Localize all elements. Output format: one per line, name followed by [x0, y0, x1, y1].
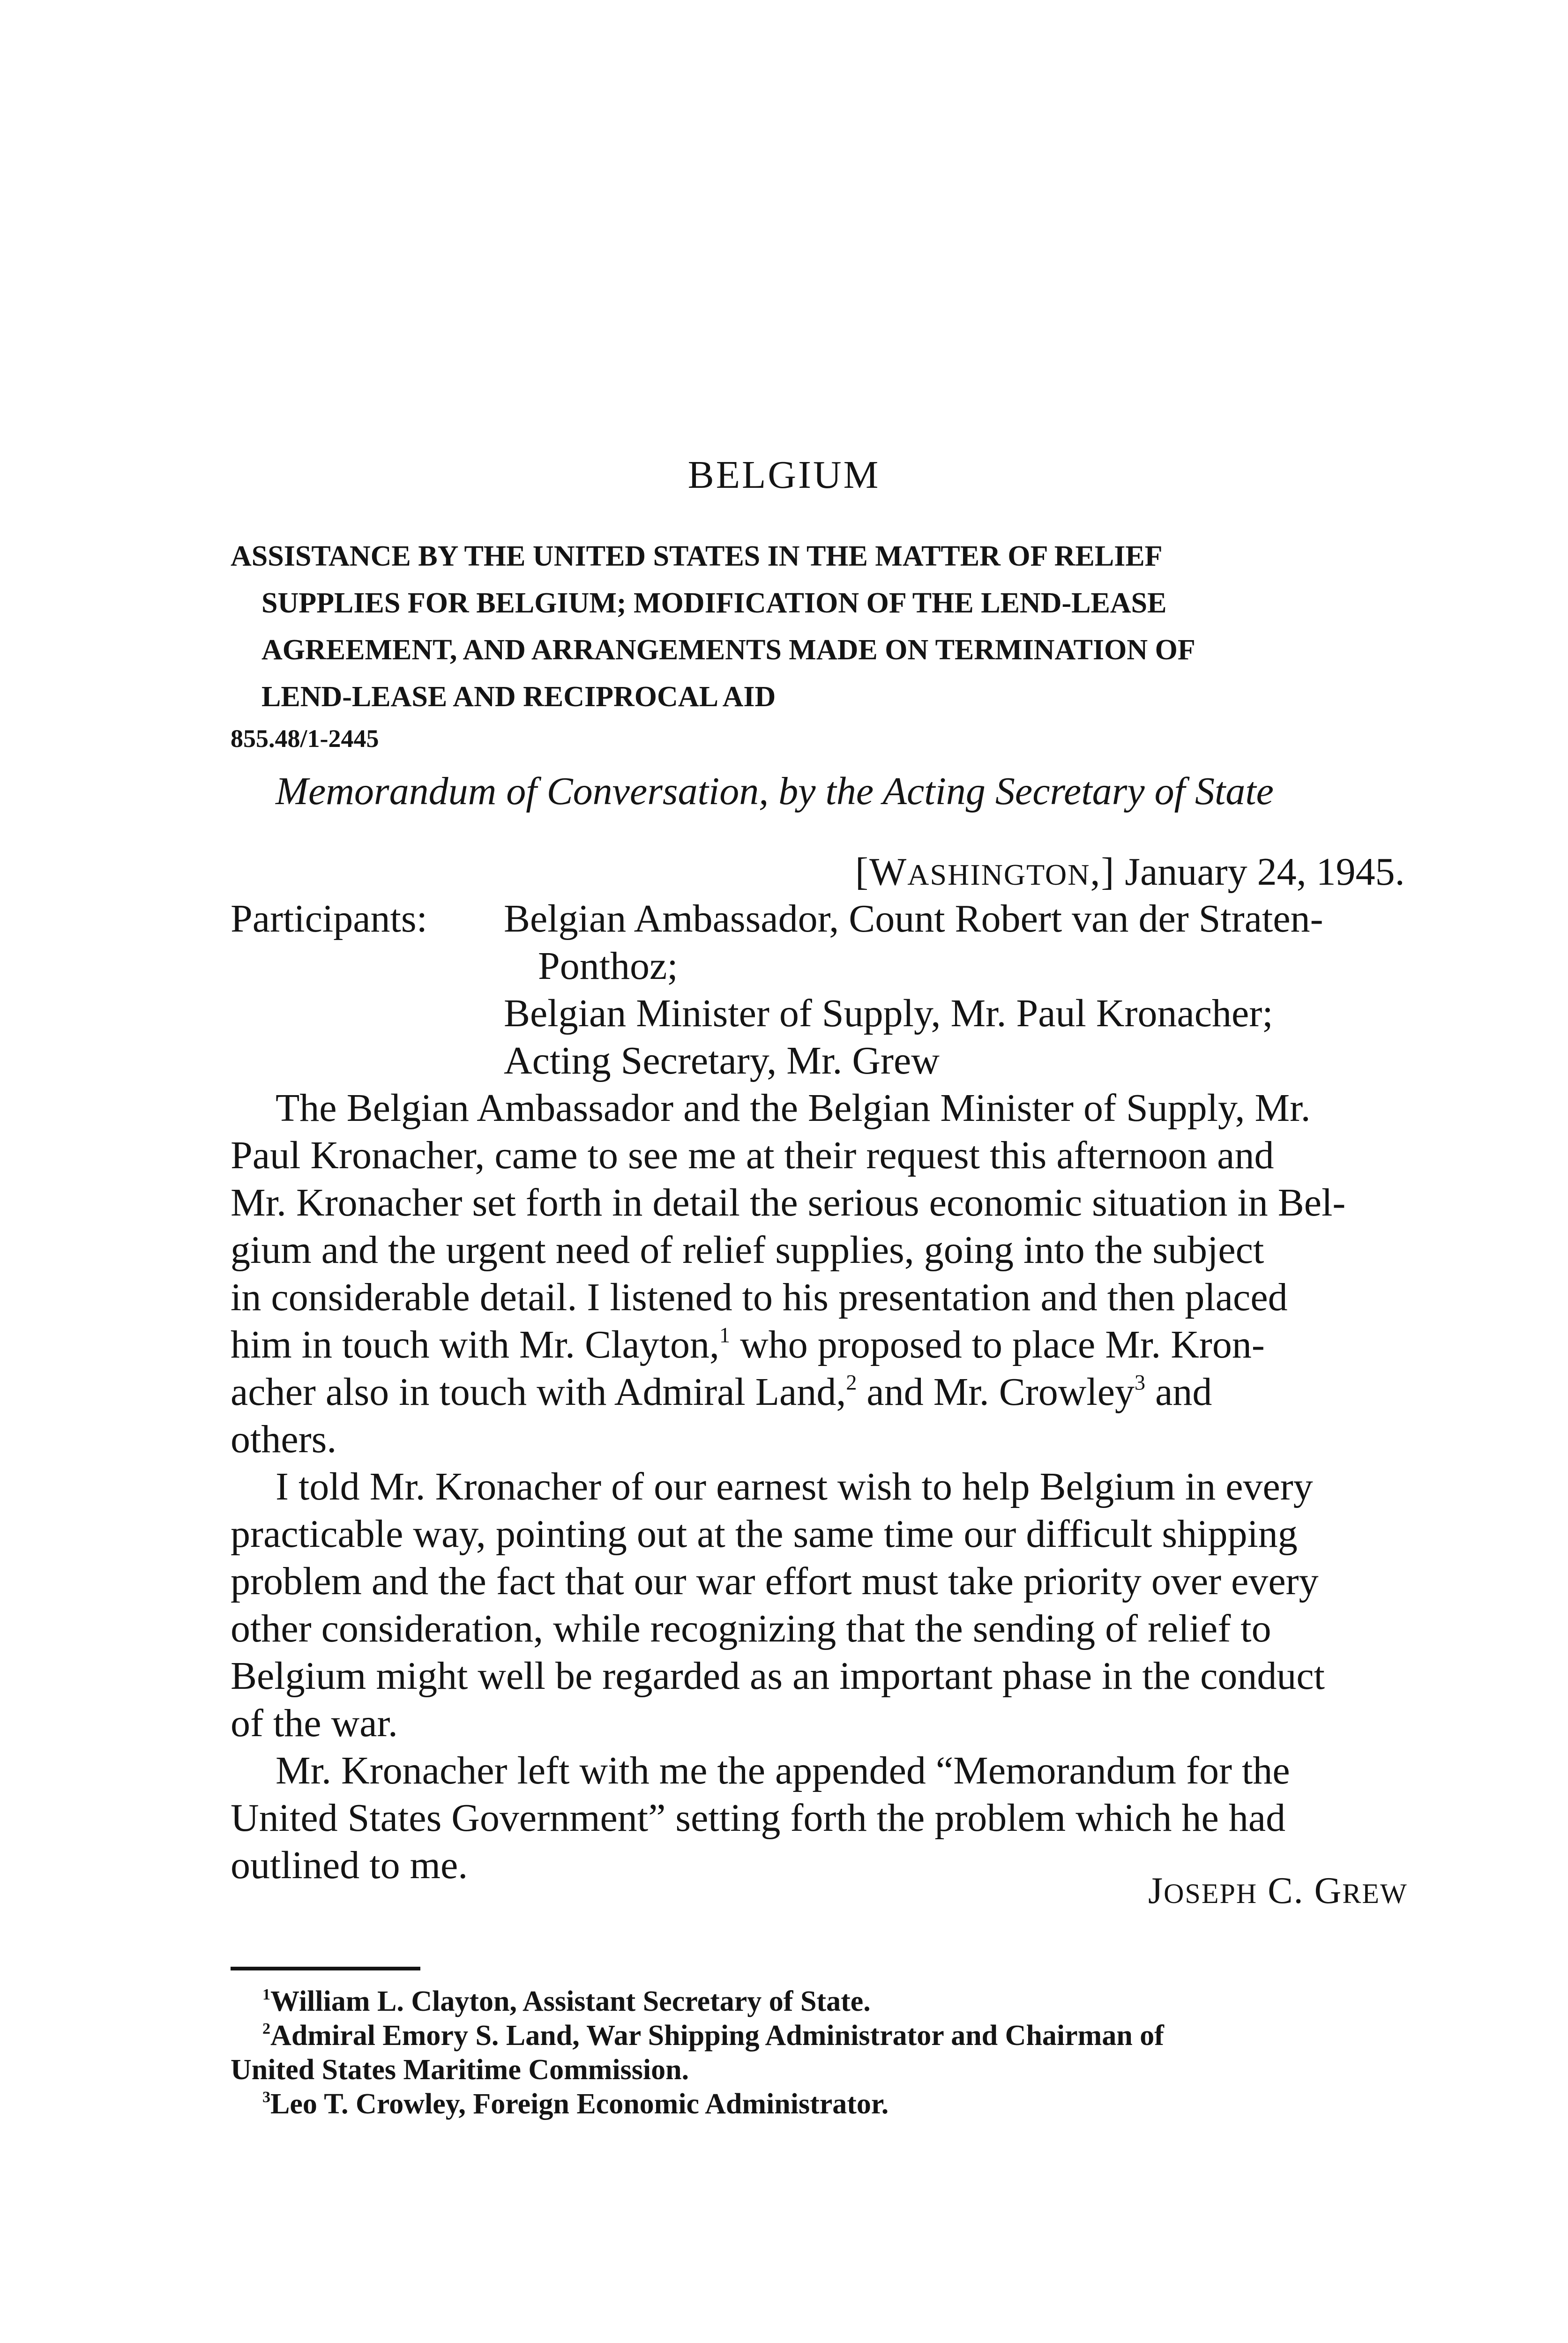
file-number: 855.48/1-2445	[231, 724, 379, 753]
dateline	[855, 849, 1405, 895]
paragraph-line: I told Mr. Kronacher of our earnest wish to help Belgium in every	[276, 1465, 1313, 1508]
footnote	[262, 2019, 1164, 2052]
paragraph-line	[231, 1322, 1265, 1367]
paragraph-line: problem and the fact that our war effort must take priority over every	[231, 1560, 1319, 1603]
paragraph-line: Mr. Kronacher left with me the appended “Memorandum for the	[276, 1749, 1290, 1792]
paragraph-line: United States Government” setting forth the problem which he had	[231, 1796, 1286, 1840]
paragraph-line: Belgium might well be regarded as an important phase in the conduct	[231, 1654, 1325, 1698]
dateline-place: [WASHINGTON,]	[855, 850, 1115, 894]
paragraph-text: who proposed to place Mr. Kron-	[730, 1323, 1265, 1366]
paragraph-line: of the war.	[231, 1701, 398, 1745]
footnote-mark: 2	[262, 2020, 271, 2038]
paragraph-text: and Mr. Crowley	[857, 1370, 1135, 1414]
paragraph-line	[231, 1369, 1212, 1415]
footnote	[262, 2088, 889, 2121]
footnote-mark: 3	[262, 2089, 271, 2106]
footnote-text: William L. Clayton, Assistant Secretary of State.	[270, 1985, 871, 2017]
footnote-text: Leo T. Crowley, Foreign Economic Administrator.	[270, 2088, 889, 2120]
paragraph-text: him in touch with Mr. Clayton,	[231, 1323, 719, 1366]
participant-line: Belgian Minister of Supply, Mr. Paul Kronacher;	[504, 992, 1273, 1035]
paragraph-line: practicable way, pointing out at the same time our difficult shipping	[231, 1512, 1298, 1556]
participant-line: Acting Secretary, Mr. Grew	[504, 1039, 940, 1082]
paragraph-line: The Belgian Ambassador and the Belgian Minister of Supply, Mr.	[276, 1086, 1311, 1130]
document-title: Memorandum of Conversation, by the Acting Secretary of State	[276, 769, 1274, 813]
participants-label: Participants:	[231, 897, 427, 940]
footnote	[262, 1985, 871, 2018]
footnote	[231, 2053, 689, 2087]
paragraph-line: in considerable detail. I listened to his presentation and then placed	[231, 1276, 1288, 1319]
footnote-text: Admiral Emory S. Land, War Shipping Administrator and Chairman of	[270, 2020, 1164, 2052]
heading-line: SUPPLIES FOR BELGIUM; MODIFICATION OF THE LEND-LEASE	[261, 587, 1167, 619]
country-title: BELGIUM	[687, 453, 881, 497]
paragraph-text: and	[1145, 1370, 1212, 1414]
paragraph-line: other consideration, while recognizing that the sending of relief to	[231, 1607, 1271, 1650]
participant-line: Ponthoz;	[538, 944, 678, 988]
footnote-ref: 2	[846, 1370, 857, 1395]
footnote-text: United States Maritime Commission.	[231, 2054, 689, 2086]
footnote-ref: 1	[719, 1323, 731, 1347]
footnote-rule	[231, 1967, 420, 1970]
heading-line: LEND-LEASE AND RECIPROCAL AID	[261, 681, 776, 713]
paragraph-line: Paul Kronacher, came to see me at their request this afternoon and	[231, 1134, 1274, 1177]
participant-line: Belgian Ambassador, Count Robert van der Straten-	[504, 897, 1323, 940]
paragraph-line: others.	[231, 1418, 337, 1461]
heading-line: ASSISTANCE BY THE UNITED STATES IN THE MATTER OF RELIEF	[231, 540, 1163, 572]
footnote-mark: 1	[262, 1986, 271, 2004]
paragraph-line: gium and the urgent need of relief supplies, going into the subject	[231, 1228, 1264, 1272]
signature: JOSEPH C. GREW	[1148, 1870, 1408, 1911]
section-heading	[231, 533, 1496, 720]
footnote-ref: 3	[1135, 1370, 1146, 1395]
paragraph-line: Mr. Kronacher set forth in detail the serious economic situation in Bel-	[231, 1181, 1346, 1224]
paragraph-line: outlined to me.	[231, 1843, 468, 1887]
paragraph-text: acher also in touch with Admiral Land,	[231, 1370, 846, 1414]
heading-line: AGREEMENT, AND ARRANGEMENTS MADE ON TERMINATION OF	[261, 634, 1195, 666]
dateline-date: January 24, 1945.	[1125, 850, 1405, 894]
